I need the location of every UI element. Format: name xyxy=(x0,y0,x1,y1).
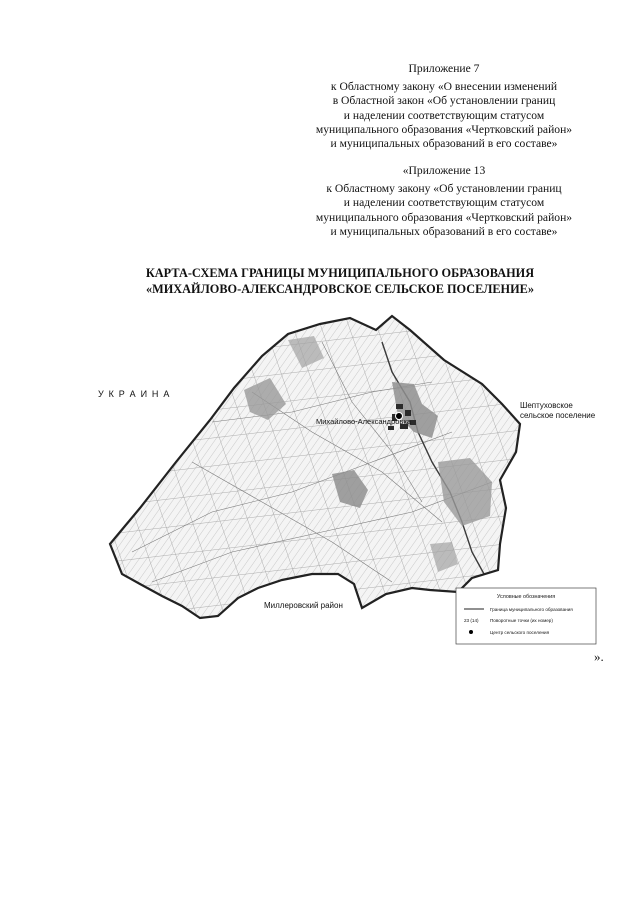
boundary-map xyxy=(92,312,608,660)
shentukhovskoe-label-line-2: сельское поселение xyxy=(520,411,596,420)
grid-line xyxy=(92,312,100,660)
map-legend xyxy=(456,588,596,644)
legend-item-boundary: Граница муниципального образования xyxy=(490,607,573,612)
appendix-13-block xyxy=(286,164,602,239)
appendix-7-block xyxy=(286,62,602,151)
appendix-13-heading: «Приложение 13 xyxy=(402,164,486,177)
appendix-7-line: в Областной закон «Об установлении границ xyxy=(332,94,556,108)
grid-line xyxy=(596,312,608,660)
appendix-7-line: и наделении соответствующим статусом xyxy=(343,108,545,122)
appendix-7-line: муниципального образования «Чертковский район» xyxy=(315,122,573,136)
appendix-13-line: и муниципальных образований в его составе» xyxy=(330,224,558,238)
grid-line xyxy=(92,644,608,660)
legend-item-points: Поворотные точки (их номер) xyxy=(490,618,553,623)
ukraine-label: У К Р А И Н А xyxy=(98,389,171,399)
appendix-7-line: к Областному закону «О внесении изменений xyxy=(330,80,558,94)
millerovsky-label: Миллеровский район xyxy=(264,601,343,610)
boundary-map-svg xyxy=(92,312,608,660)
legend-center-icon xyxy=(469,630,473,634)
legend-point-code: 23 (14) xyxy=(464,618,479,623)
legend-item-center: Центр сельского поселения xyxy=(490,630,550,635)
legend-title: Условные обозначения xyxy=(496,594,556,600)
map-title-line-2: «МИХАЙЛОВО-АЛЕКСАНДРОВСКОЕ СЕЛЬСКОЕ ПОСЕЛЕНИЕ» xyxy=(145,281,535,296)
grid-line xyxy=(92,312,128,660)
map-title xyxy=(60,266,620,297)
appendix-7-line: и муниципальных образований в его составе» xyxy=(330,137,558,151)
shentukhovskoe-label-line-1: Шептуховское xyxy=(520,401,573,410)
appendix-13-line: и наделении соответствующим статусом xyxy=(343,196,545,210)
closing-quote: ». xyxy=(594,649,604,664)
appendix-13-line: к Областному закону «Об установлении границ xyxy=(326,182,562,196)
grid-line xyxy=(92,312,156,660)
appendix-7-heading: Приложение 7 xyxy=(408,62,480,75)
settlement-label: Михайлово-Александровка xyxy=(316,417,411,426)
map-title-line-1: КАРТА-СХЕМА ГРАНИЦЫ МУНИЦИПАЛЬНОГО ОБРАЗОВАНИЯ xyxy=(145,266,535,280)
appendix-13-line: муниципального образования «Чертковский район» xyxy=(315,210,573,224)
